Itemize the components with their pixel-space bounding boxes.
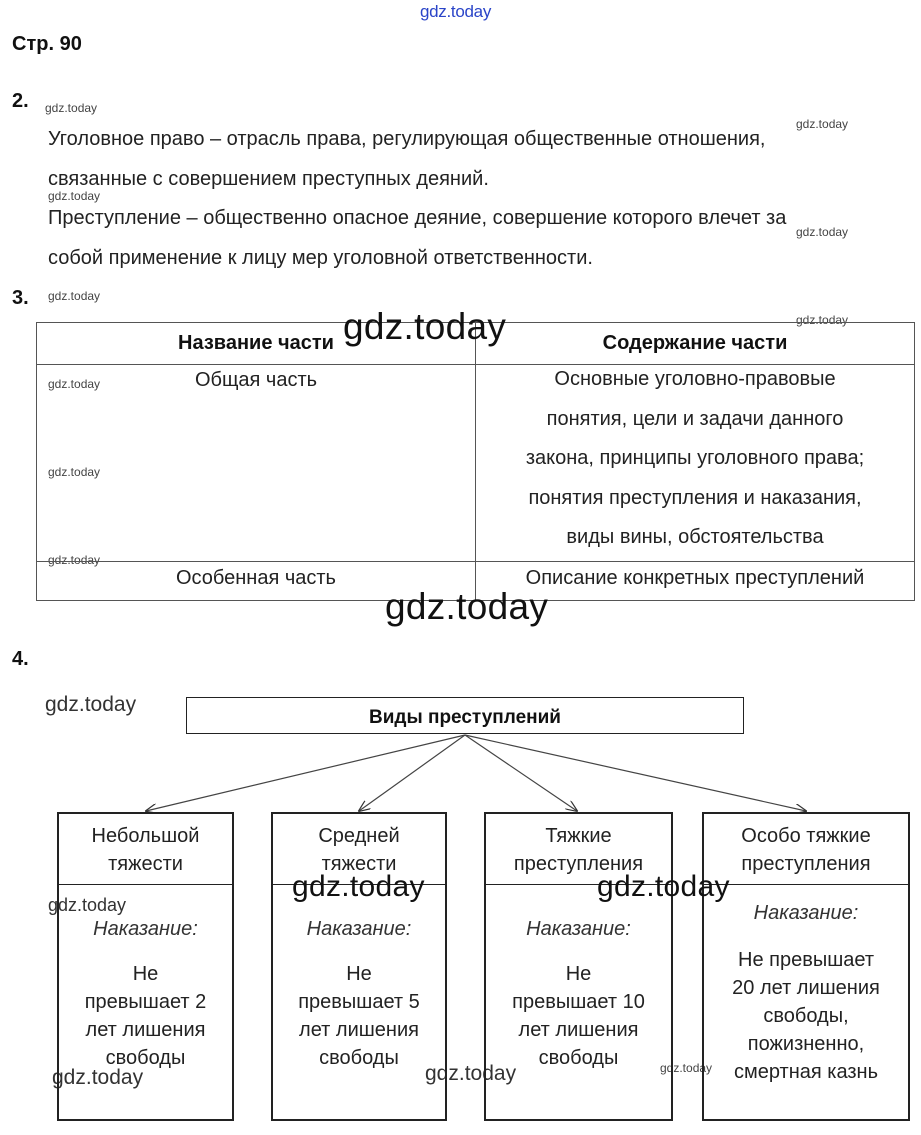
definition-line: Преступление – общественно опасное деяние, совершение которого влечет за bbox=[48, 207, 787, 229]
punishment-label: Наказание: bbox=[306, 918, 412, 940]
watermark: gdz.today bbox=[45, 101, 98, 115]
arrow-to-grave bbox=[465, 735, 577, 811]
crime-type-title-line: Небольшой bbox=[91, 825, 200, 847]
watermark: gdz.today bbox=[48, 289, 101, 303]
punishment-line: смертная казнь bbox=[734, 1061, 878, 1083]
crime-type-box-especially-grave bbox=[702, 812, 910, 1121]
table-cell-line: понятия, цели и задачи данного bbox=[546, 407, 844, 430]
punishment-label: Наказание: bbox=[526, 918, 631, 940]
punishment-line: 20 лет лишения bbox=[732, 977, 880, 999]
watermark: gdz.today bbox=[796, 313, 849, 327]
crime-type-box-grave bbox=[484, 812, 673, 1121]
crime-type-title-line: преступления bbox=[741, 853, 871, 875]
crime-type-box-medium bbox=[271, 812, 447, 1121]
punishment-line: лет лишения bbox=[518, 1019, 639, 1041]
definition-line: Уголовное право – отрасль права, регулирующая общественные отношения, bbox=[48, 128, 766, 150]
watermark: gdz.today bbox=[292, 870, 425, 903]
punishment-line: лет лишения bbox=[85, 1019, 206, 1041]
crime-type-box-minor bbox=[57, 812, 234, 1121]
crime-type-title-line: тяжести bbox=[321, 853, 397, 875]
watermark: gdz.today bbox=[48, 189, 101, 203]
watermark: gdz.today bbox=[48, 895, 127, 915]
table-cell-part-name: Особенная часть bbox=[176, 567, 336, 589]
definition-line: собой применение к лицу мер уголовной ответственности. bbox=[48, 247, 593, 269]
punishment-line: свободы bbox=[319, 1047, 399, 1069]
watermark: gdz.today bbox=[796, 225, 849, 239]
crime-type-title-line: Особо тяжкие bbox=[741, 825, 871, 847]
punishment-text bbox=[704, 946, 908, 1086]
watermark: gdz.today bbox=[425, 1062, 517, 1085]
table-header-part-content: Содержание части bbox=[602, 332, 788, 354]
arrow-to-minor bbox=[146, 735, 465, 811]
punishment-line: свободы bbox=[538, 1047, 619, 1069]
punishment-text bbox=[486, 960, 671, 1072]
punishment-line: превышает 2 bbox=[84, 991, 207, 1013]
question-number-3: 3. bbox=[12, 287, 29, 309]
table-cell-part-content: Описание конкретных преступлений bbox=[525, 567, 865, 589]
punishment-line: превышает 5 bbox=[298, 991, 420, 1013]
watermark-top: gdz.today bbox=[420, 2, 492, 21]
table-cell-line: Основные уголовно-правовые bbox=[554, 368, 836, 390]
table-cell-line: виды вины, обстоятельства bbox=[566, 526, 824, 548]
punishment-line: Не bbox=[132, 963, 159, 985]
watermark: gdz.today bbox=[52, 1066, 144, 1089]
punishment-line: лет лишения bbox=[299, 1019, 419, 1041]
table-cell-part-name: Общая часть bbox=[194, 369, 318, 391]
crime-type-title-line: тяжести bbox=[108, 853, 183, 875]
crime-types-root-box: Виды преступлений bbox=[186, 697, 744, 734]
watermark: gdz.today bbox=[796, 117, 849, 131]
crime-type-title-line: Тяжкие bbox=[545, 825, 612, 847]
punishment-text bbox=[59, 960, 232, 1072]
punishment-line: свободы bbox=[105, 1047, 186, 1069]
definition-line: связанные с совершением преступных деяний. bbox=[48, 168, 489, 190]
crime-type-title bbox=[704, 814, 908, 885]
question-number-2: 2. bbox=[12, 90, 29, 112]
punishment-line: Не bbox=[346, 963, 372, 985]
punishment-label: Наказание: bbox=[93, 918, 198, 940]
table-cell-line: понятия преступления и наказания, bbox=[528, 486, 862, 509]
question-number-4: 4. bbox=[12, 648, 29, 670]
punishment-text bbox=[273, 960, 445, 1072]
punishment-line: пожизненно, bbox=[747, 1033, 865, 1055]
page-title: Стр. 90 bbox=[12, 33, 82, 55]
watermark: gdz.today bbox=[385, 586, 549, 627]
table-cell-line: закона, принципы уголовного права; bbox=[525, 447, 865, 469]
watermark: gdz.today bbox=[48, 553, 101, 567]
watermark: gdz.today bbox=[48, 465, 101, 479]
punishment-line: свободы, bbox=[763, 1005, 849, 1027]
watermark: gdz.today bbox=[45, 693, 137, 716]
watermark: gdz.today bbox=[343, 306, 507, 347]
punishment-line: Не превышает bbox=[738, 949, 874, 971]
punishment-line: Не bbox=[565, 963, 592, 985]
crime-type-title-line: Средней bbox=[318, 825, 400, 847]
punishment-line: превышает 10 bbox=[512, 991, 645, 1013]
table-header-part-name: Название части bbox=[178, 332, 334, 354]
punishment-label: Наказание: bbox=[753, 902, 859, 924]
crime-type-title bbox=[59, 814, 232, 885]
watermark: gdz.today bbox=[48, 377, 101, 391]
crime-type-title-line: преступления bbox=[513, 853, 644, 875]
arrow-to-medium bbox=[359, 735, 465, 811]
watermark: gdz.today bbox=[597, 870, 730, 903]
arrow-to-especially-grave bbox=[465, 735, 806, 811]
watermark: gdz.today bbox=[660, 1061, 713, 1075]
